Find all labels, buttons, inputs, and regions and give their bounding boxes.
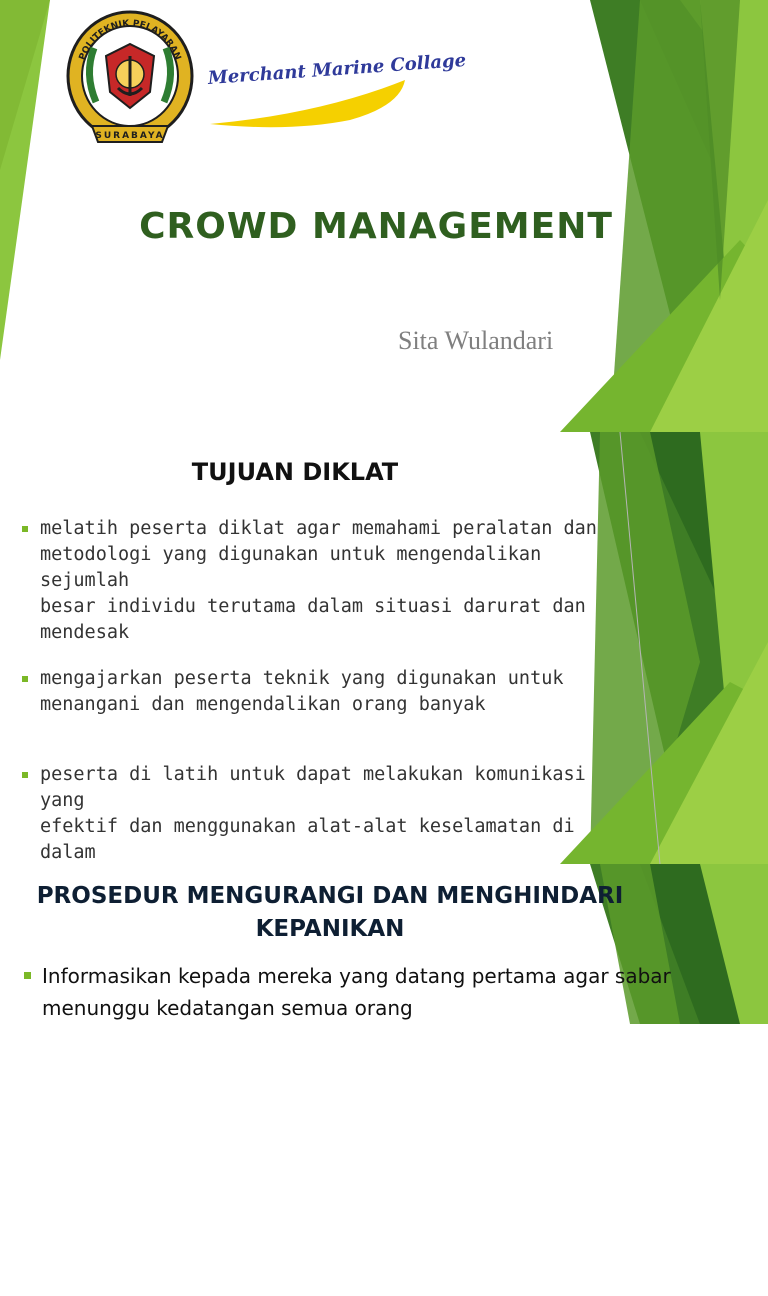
author-name: Sita Wulandari — [398, 326, 554, 355]
slide-title: PROSEDUR MENGURANGI DAN MENGHINDARI KEPANIKAN — [36, 883, 624, 942]
logo-ring-bottom-text: SURABAYA — [95, 131, 165, 141]
objectives-list — [20, 666, 640, 718]
list-item: Informasikan kepada mereka yang datang pertama agar sabar menunggu kedatangan semua orang — [22, 960, 702, 1024]
list-item: mengajarkan peserta teknik yang digunakan untuk menangani dan mengendalikan orang banyak — [20, 666, 640, 718]
list-item: peserta di latih untuk dapat melakukan komunikasi yang efektif dan menggunakan alat-alat keselamatan di dalam — [20, 762, 640, 892]
bullet-icon — [24, 972, 31, 979]
bullet-icon — [22, 526, 28, 532]
college-name: Merchant Marine Collage — [207, 49, 467, 89]
politeknik-logo — [62, 4, 198, 150]
bullet-icon — [22, 676, 28, 682]
college-logotype — [200, 49, 467, 132]
slide-title: CROWD MANAGEMENT — [139, 206, 613, 247]
procedure-list — [22, 960, 702, 1024]
objectives-slide — [0, 432, 768, 864]
bullet-icon — [22, 772, 28, 778]
slide-title: TUJUAN DIKLAT — [191, 458, 399, 486]
list-item: melatih peserta diklat agar memahami peralatan dan metodologi yang digunakan untuk mengendalikan sejumlah besar individu terutama dalam situasi darurat dan mendesak — [20, 516, 640, 646]
title-slide — [0, 0, 768, 432]
logo-ring-top-text: POLITEKNIK PELAYARAN — [77, 18, 183, 62]
objectives-list — [20, 516, 640, 646]
